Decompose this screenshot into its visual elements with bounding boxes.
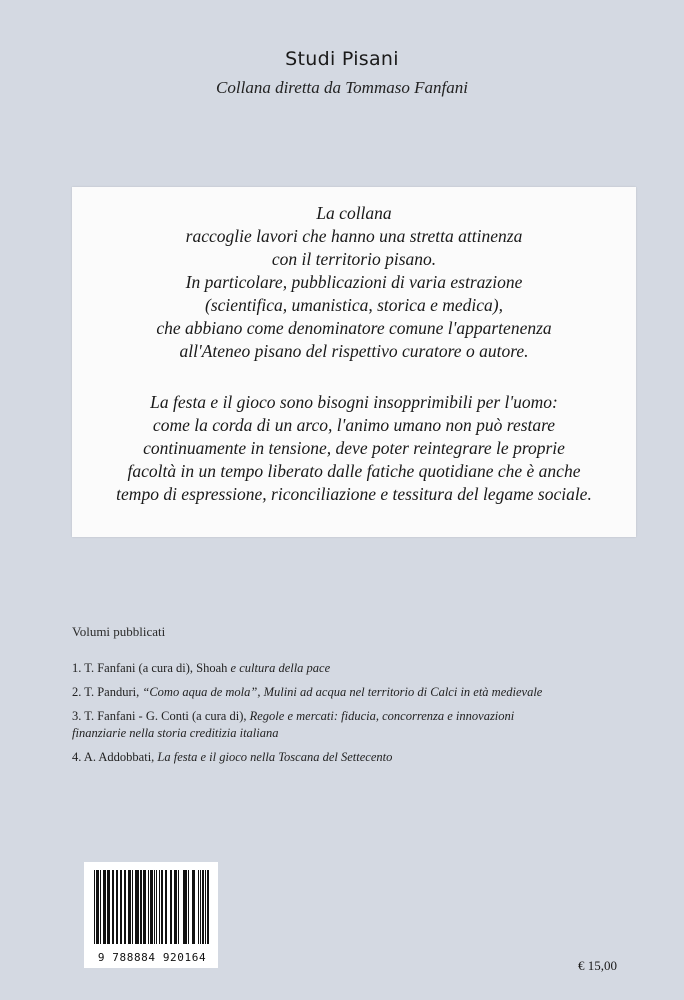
volume-author: 3. T. Fanfani - G. Conti (a cura di), [72,709,250,723]
description-line: che abbiano come denominatore comune l'appartenenza [156,318,552,338]
series-description [72,202,636,363]
isbn-digits: 9 788884 920164 [97,951,207,964]
description-line: (scientifica, umanistica, storica e medica), [205,295,503,315]
blurb-line: continuamente in tensione, deve poter reintegrare le proprie [143,438,565,458]
barcode-bars [94,870,209,944]
description-line: con il territorio pisano. [271,249,437,269]
volume-list [72,660,662,773]
description-line: La collana [316,203,392,223]
blurb-line: tempo di espressione, riconciliazione e tessitura del legame sociale. [116,484,592,504]
volume-subtitle: Mulini ad acqua nel territorio di Calci in età medievale [263,685,543,699]
volume-title: “Como aqua de mola”, [142,685,264,699]
volume-author: 2. T. Panduri, [72,685,143,699]
description-line: all'Ateneo pisano del rispettivo curatore o autore. [179,341,529,361]
list-item [72,684,662,701]
volume-title: Regole e mercati: fiducia, concorrenza e innovazioni [249,709,515,723]
price-label: € 15,00 [578,958,617,973]
volumes-heading: Volumi pubblicati [72,624,166,639]
volume-title: e cultura della pace [230,661,331,675]
list-item [72,749,662,766]
barcode-bar [207,870,208,944]
volume-author: 1. T. Fanfani (a cura di), Shoah [72,661,231,675]
blurb-line: come la corda di un arco, l'animo umano non può restare [152,415,556,435]
description-line: raccoglie lavori che hanno una stretta attinenza [185,226,523,246]
isbn-barcode [84,862,218,968]
list-item [72,660,662,677]
volume-title: La festa e il gioco nella Toscana del Settecento [157,750,393,764]
description-line: In particolare, pubblicazioni di varia estrazione [185,272,523,292]
series-editor: Collana diretta da Tommaso Fanfani [216,78,468,97]
blurb-line: facoltà in un tempo liberato dalle fatiche quotidiane che è anche [127,461,581,481]
volume-title-continued: finanziarie nella storia creditizia italiana [72,726,279,740]
series-title: Studi Pisani [285,48,399,70]
volume-author: 4. A. Addobbati, [72,750,158,764]
book-blurb [72,391,636,506]
description-panel [72,187,636,537]
blurb-line: La festa e il gioco sono bisogni insopprimibili per l'uomo: [150,392,558,412]
list-item [72,708,662,742]
